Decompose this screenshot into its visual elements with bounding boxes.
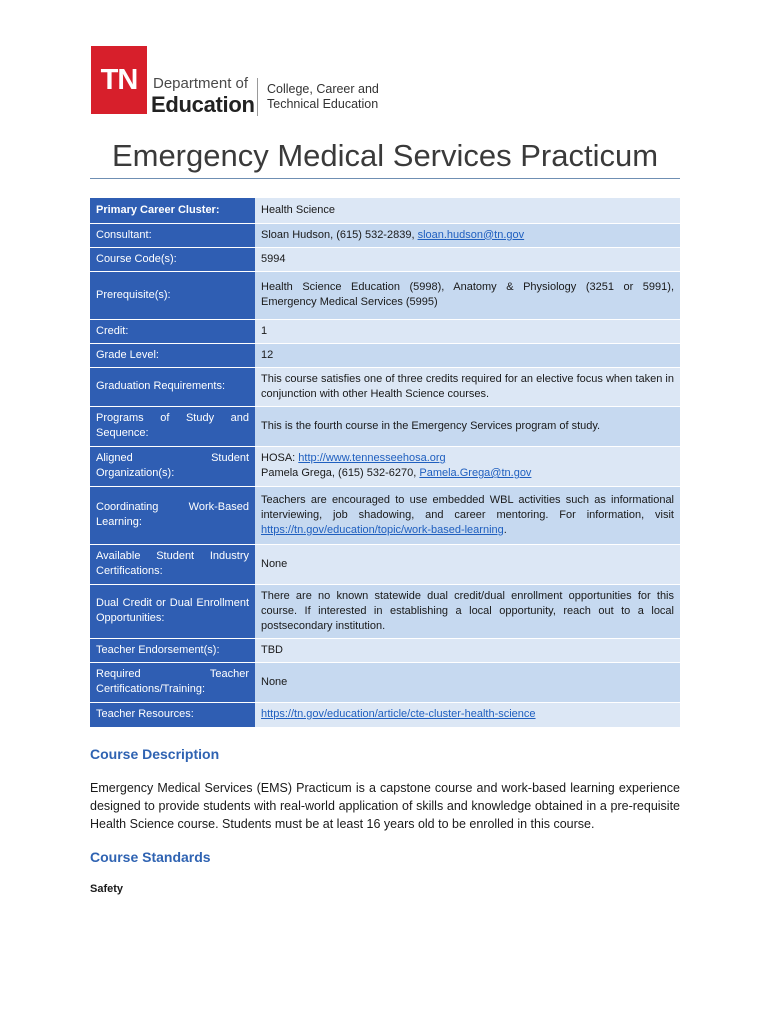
- division-name: [267, 82, 379, 112]
- table-row: [90, 638, 680, 662]
- wbl-suffix: .: [503, 523, 507, 536]
- header-divider: [257, 78, 258, 116]
- row-label: Teacher Resources:: [90, 702, 255, 727]
- contact-line: [261, 466, 674, 481]
- table-row: [90, 662, 680, 702]
- safety-subheading: Safety: [90, 883, 124, 895]
- table-row: [90, 247, 680, 271]
- consultant-email-link[interactable]: sloan.hudson@tn.gov: [417, 228, 525, 241]
- row-value: TBD: [255, 638, 680, 662]
- row-value: None: [255, 544, 680, 584]
- title-rule: [90, 178, 680, 179]
- row-value: This course satisfies one of three credits required for an elective focus when taken in conjunction with other Health Science courses.: [255, 367, 680, 406]
- table-row: [90, 367, 680, 406]
- table-row: [90, 319, 680, 343]
- wbl-link[interactable]: https://tn.gov/education/topic/work-based-learning: [261, 523, 504, 536]
- row-label: Aligned Student Organization(s):: [90, 446, 255, 486]
- row-label: Required Teacher Certifications/Training:: [90, 662, 255, 702]
- course-description-heading: Course Description: [90, 746, 220, 762]
- consultant-text: Sloan Hudson, (615) 532-2839,: [261, 228, 418, 241]
- division-line2: Technical Education: [267, 97, 379, 111]
- table-row: [90, 544, 680, 584]
- row-value: [255, 486, 680, 544]
- wbl-text: Teachers are encouraged to use embedded WBL activities such as informational interviewing, job shadowing, and career mentoring. For information, visit: [261, 493, 674, 521]
- teacher-resources-link[interactable]: https://tn.gov/education/article/cte-cluster-health-science: [261, 708, 536, 720]
- row-label: Available Student Industry Certifications:: [90, 544, 255, 584]
- row-value: There are no known statewide dual credit/dual enrollment opportunities for this course. If interested in establishing a local opportunity, reach out to a local postsecondary institution.: [255, 584, 680, 638]
- row-label: Consultant:: [90, 223, 255, 247]
- row-label: Teacher Endorsement(s):: [90, 638, 255, 662]
- row-label: Dual Credit or Dual Enrollment Opportunities:: [90, 584, 255, 638]
- table-row: [90, 702, 680, 727]
- contact-prefix: Pamela Grega, (615) 532-6270,: [261, 467, 420, 479]
- row-value: [255, 702, 680, 727]
- row-value: This is the fourth course in the Emergency Services program of study.: [255, 406, 680, 446]
- row-label: Primary Career Cluster:: [90, 198, 255, 223]
- row-value: [255, 446, 680, 486]
- row-value: Health Science Education (5998), Anatomy & Physiology (3251 or 5991), Emergency Medical Services (5995): [255, 271, 680, 319]
- page-title: Emergency Medical Services Practicum: [111, 138, 659, 173]
- course-info-table: [90, 198, 680, 728]
- hosa-prefix: HOSA:: [261, 452, 299, 464]
- row-value: 5994: [255, 247, 680, 271]
- table-row: [90, 343, 680, 367]
- row-value: 1: [255, 319, 680, 343]
- row-label: Coordinating Work-Based Learning:: [90, 486, 255, 544]
- table-row: [90, 198, 680, 223]
- table-row: [90, 486, 680, 544]
- division-line1: College, Career and: [267, 82, 379, 96]
- row-value: Health Science: [255, 198, 680, 223]
- table-row: [90, 584, 680, 638]
- course-standards-heading: Course Standards: [90, 849, 211, 865]
- row-label: Credit:: [90, 319, 255, 343]
- tn-logo: TN: [91, 46, 147, 114]
- dept-line2: Education: [151, 92, 255, 117]
- row-label: Prerequisite(s):: [90, 271, 255, 319]
- table-row: [90, 223, 680, 247]
- dept-line1: Department of: [153, 75, 249, 92]
- row-value: [255, 223, 680, 247]
- table-row: [90, 271, 680, 319]
- contact-email-link[interactable]: Pamela.Grega@tn.gov: [419, 467, 532, 479]
- row-label: Graduation Requirements:: [90, 367, 255, 406]
- row-label: Grade Level:: [90, 343, 255, 367]
- row-label: Programs of Study and Sequence:: [90, 406, 255, 446]
- row-value: 12: [255, 343, 680, 367]
- course-description-text: Emergency Medical Services (EMS) Practicum is a capstone course and work-based learning experience designed to provide students with real-world application of skills and knowledge obtained in a pre-requisite Health Science course. Students must be at least 16 years old to be enrolled in this course.: [90, 781, 680, 831]
- row-value: None: [255, 662, 680, 702]
- hosa-line: [261, 451, 674, 466]
- hosa-link[interactable]: http://www.tennesseehosa.org: [298, 452, 446, 464]
- header: [91, 46, 411, 118]
- table-row: [90, 406, 680, 446]
- table-row: [90, 446, 680, 486]
- row-label: Course Code(s):: [90, 247, 255, 271]
